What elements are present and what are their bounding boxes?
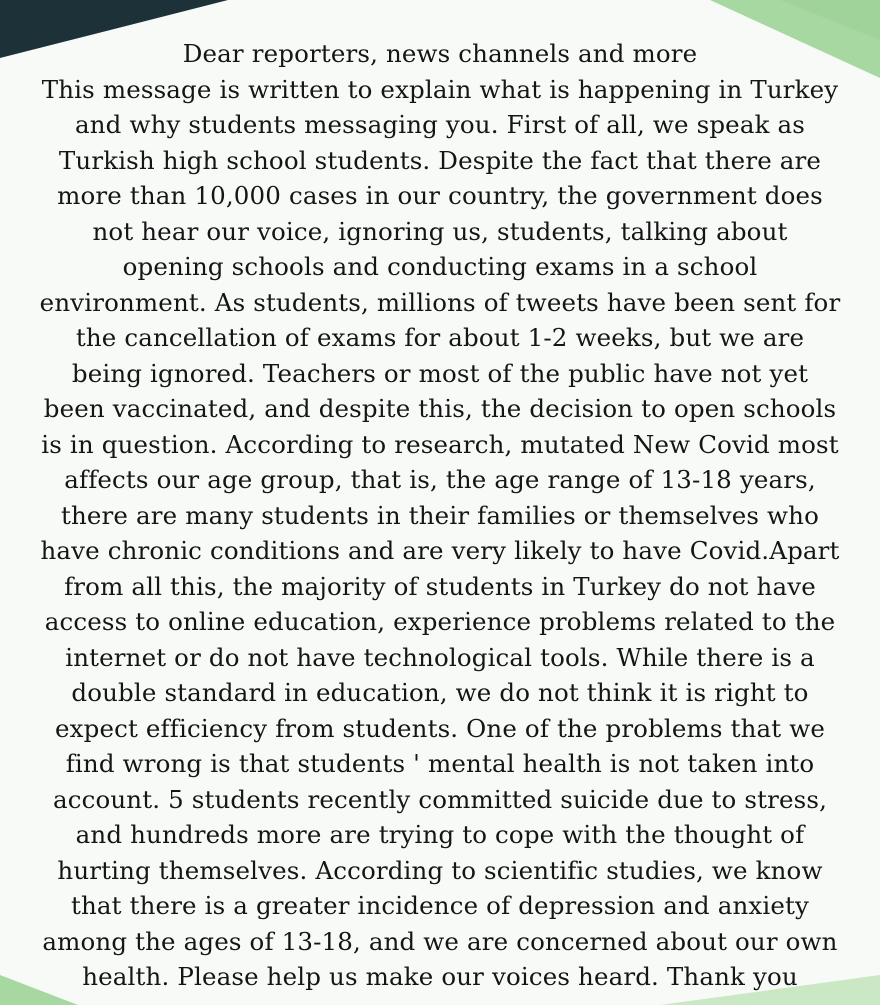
letter-line: that there is a greater incidence of depression and anxiety [71, 891, 809, 920]
letter-line: double standard in education, we do not think it is right to [71, 678, 809, 707]
letter-line: affects our age group, that is, the age range of 13-18 years, [64, 465, 816, 494]
letter-line: not hear our voice, ignoring us, students, talking about [92, 216, 788, 246]
letter-line: and hundreds more are trying to cope with the thought of [75, 820, 805, 849]
letter-line: account. 5 students recently committed suicide due to stress, [52, 784, 828, 814]
letter-line: find wrong is that students ' mental health is not taken into [65, 749, 815, 778]
letter-line: environment. As students, millions of tweets have been sent for [39, 287, 841, 317]
letter-line: internet or do not have technological tools. While there is a [65, 642, 815, 672]
letter-line: access to online education, experience problems related to the [44, 607, 836, 636]
letter-line: and why students messaging you. First of all, we speak as [75, 110, 805, 139]
letter-line: have chronic conditions and are very likely to have Covid.Apart [40, 536, 840, 565]
letter-line: This message is written to explain what is happening in Turkey [41, 74, 839, 104]
letter-line: from all this, the majority of students in Turkey do not have [64, 571, 816, 601]
letter-line: among the ages of 13-18, and we are concerned about our own [42, 926, 838, 956]
letter-line: opening schools and conducting exams in a school [122, 252, 758, 281]
letter-line: is in question. According to research, mutated New Covid most [41, 429, 839, 459]
letter-line: there are many students in their families or themselves who [60, 500, 820, 530]
letter-line: being ignored. Teachers or most of the public have not yet [71, 358, 809, 388]
letter-line: Turkish high school students. Despite the fact that there are [58, 145, 822, 175]
letter-line: more than 10,000 cases in our country, the government does [57, 181, 823, 210]
letter-greeting: Dear reporters, news channels and more [182, 39, 698, 68]
letter-line: health. Please help us make our voices heard. Thank you [82, 962, 798, 991]
letter-line: been vaccinated, and despite this, the decision to open schools [43, 394, 837, 423]
letter-line: the cancellation of exams for about 1-2 weeks, but we are [75, 323, 805, 352]
letter-body [0, 36, 880, 995]
letter-line: expect efficiency from students. One of the problems that we [55, 713, 825, 743]
letter-line: hurting themselves. According to scientific studies, we know [57, 855, 823, 885]
